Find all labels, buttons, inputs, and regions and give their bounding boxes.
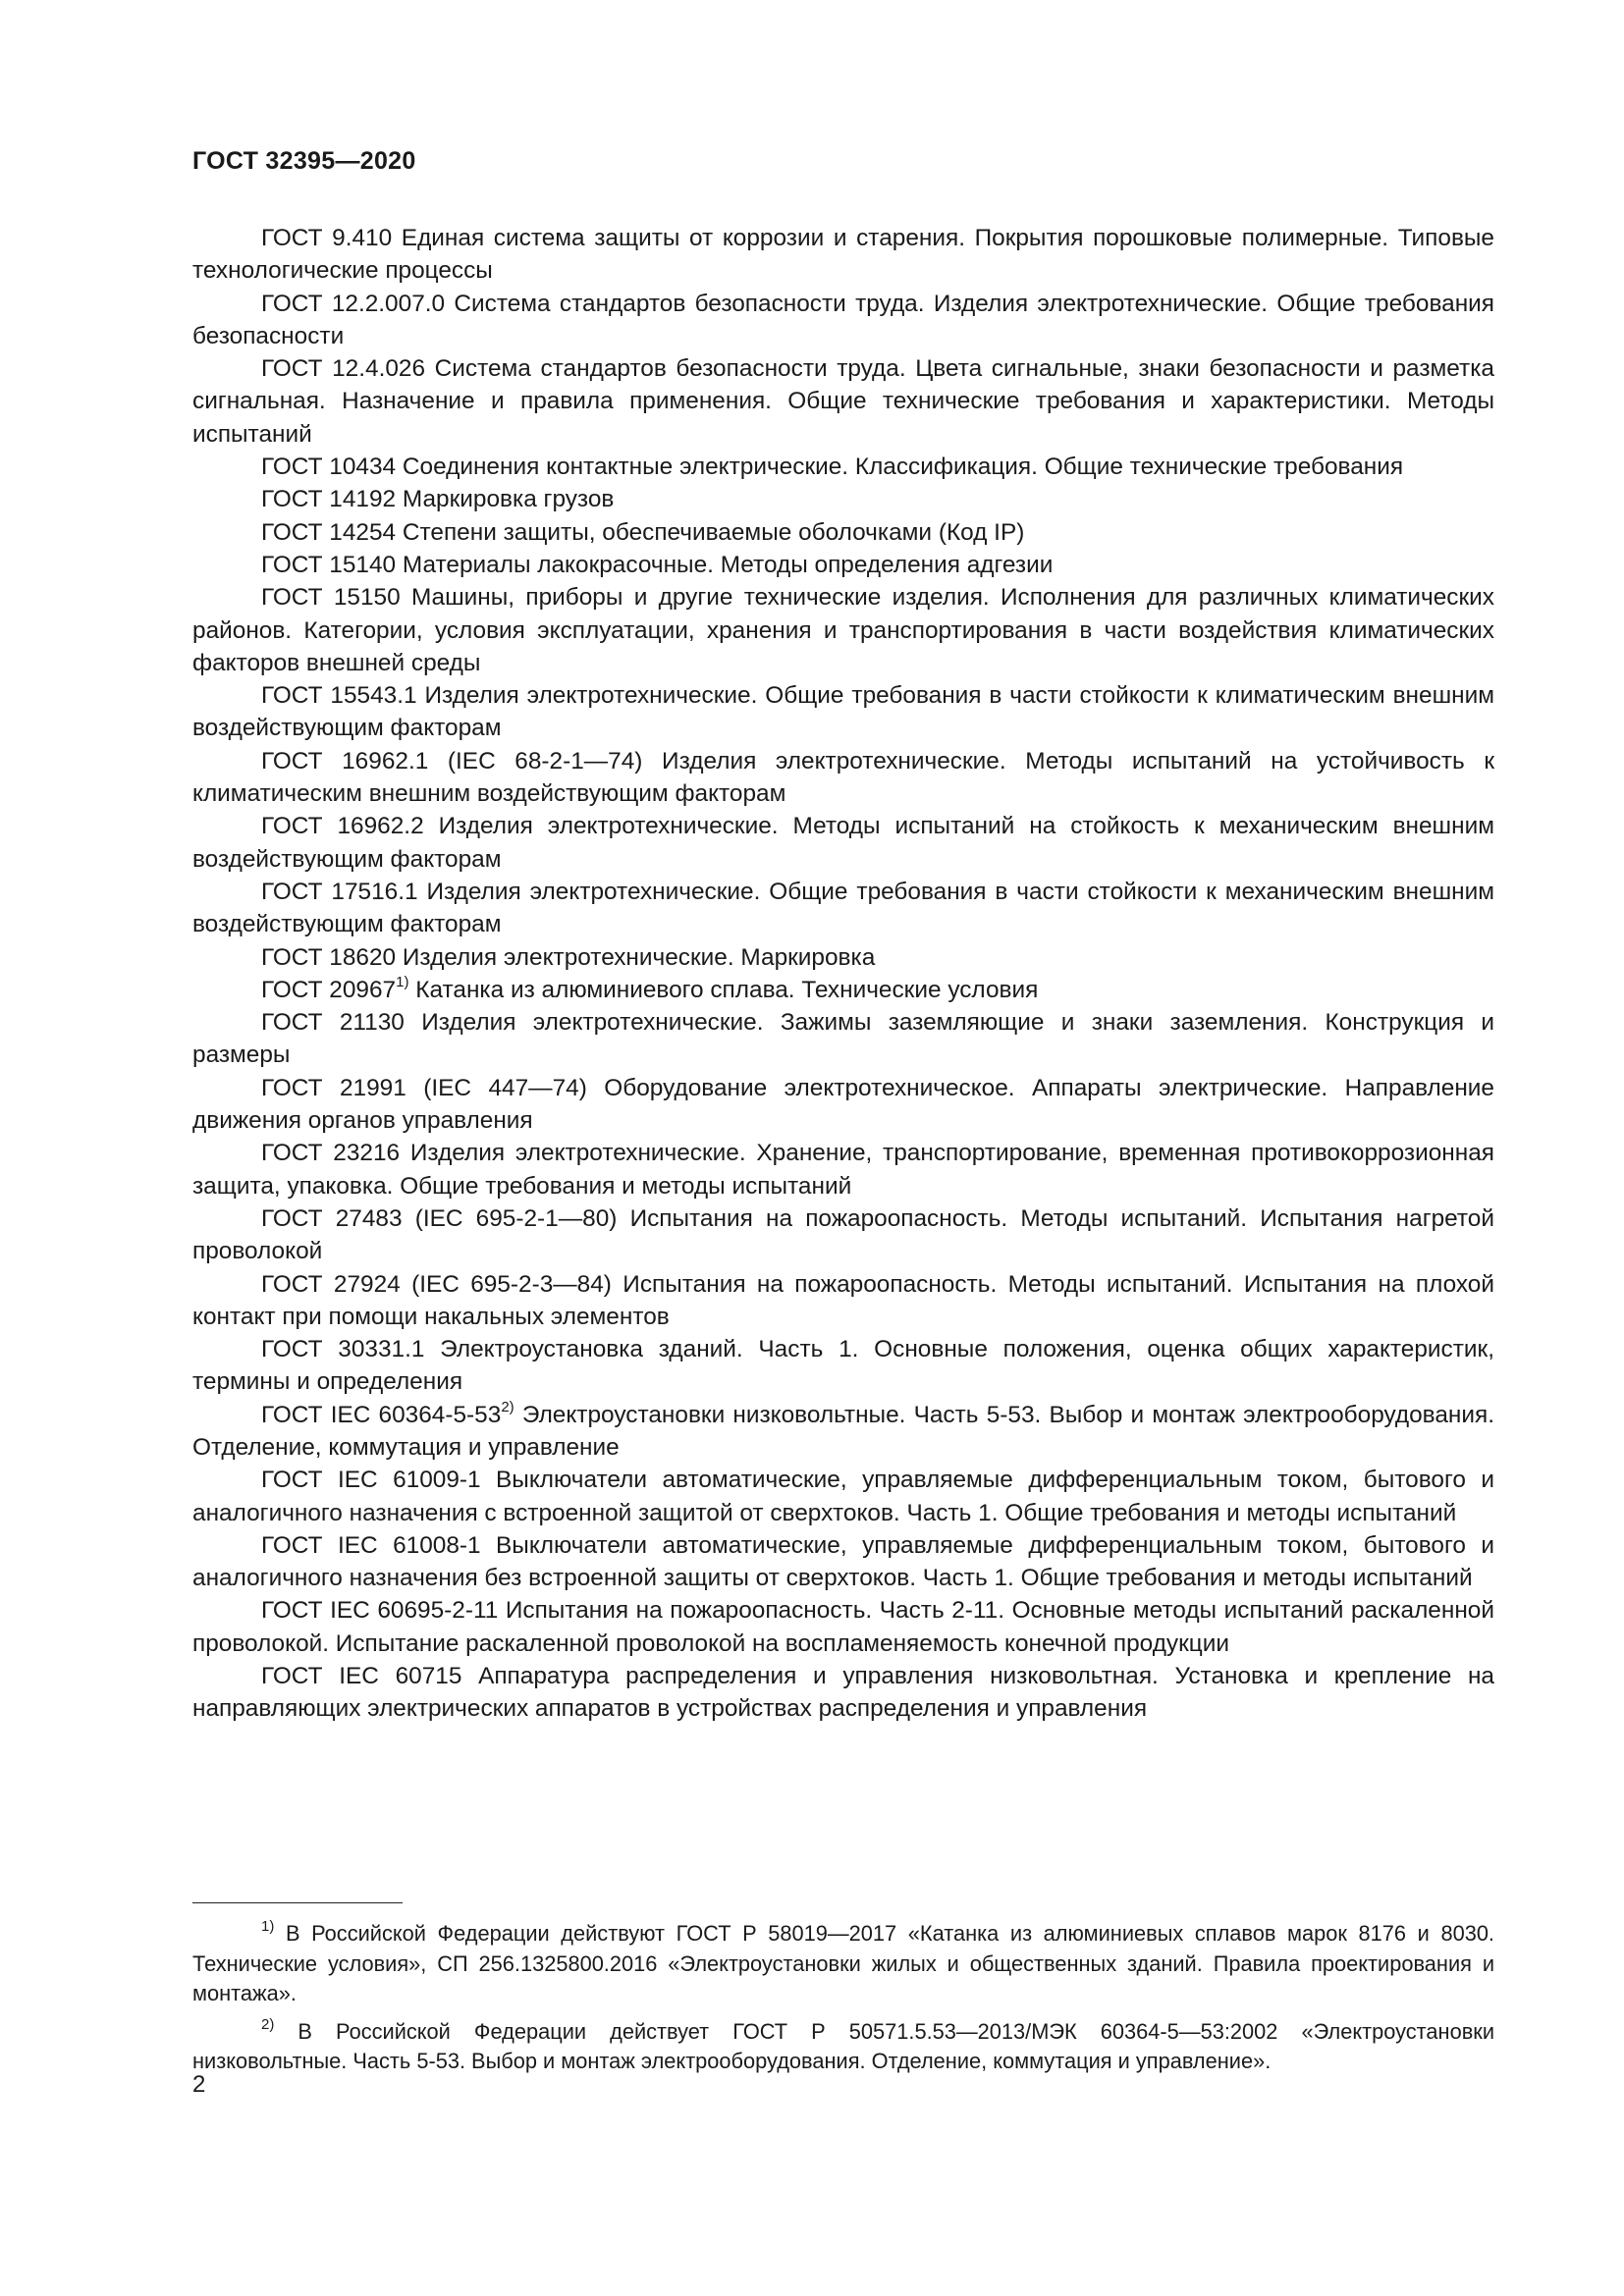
- reference-item: ГОСТ 27483 (IEC 695-2-1—80) Испытания на пожароопасность. Методы испытаний. Испытания нагретой проволокой: [192, 1204, 1494, 1265]
- reference-item: ГОСТ 14192 Маркировка грузов: [261, 486, 615, 513]
- reference-item: ГОСТ 17516.1 Изделия электротехнические. Общие требования в части стойкости к механическим внешним воздействующим факторам: [192, 878, 1494, 938]
- footnote-number: 1): [261, 1917, 275, 1935]
- reference-item: ГОСТ 20967$^{1)}$ Катанка из алюминиевого сплава. Технические условия: [261, 973, 1039, 1003]
- footnote-item: $^{2)}$ В Российской Федерации действует ГОСТ Р 50571.5.53—2013/МЭК 60364-5—53:2002 «Электроустановки низковольтные. Часть 5-53. Выбор и монтаж электрооборудования. Отделение, коммутация и управление».: [192, 2015, 1494, 2074]
- reference-item: ГОСТ 12.2.007.0 Система стандартов безопасности труда. Изделия электротехнические. Общие требования безопасности: [192, 290, 1494, 349]
- reference-item: ГОСТ 21130 Изделия электротехнические. Зажимы заземляющие и знаки заземления. Конструкция и размеры: [192, 1009, 1494, 1069]
- reference-item: ГОСТ IEC 61008-1 Выключатели автоматические, управляемые дифференциальным током, бытового и аналогичного назначения без встроенной защиты от сверхтоков. Часть 1. Общие требования и методы испытаний: [192, 1531, 1494, 1592]
- document-header: ГОСТ 32395—2020: [192, 147, 416, 175]
- reference-item: ГОСТ 23216 Изделия электротехнические. Хранение, транспортирование, временная противокоррозионная защита, упаковка. Общие требования и методы испытаний: [192, 1140, 1494, 1200]
- reference-item: ГОСТ 15140 Материалы лакокрасочные. Методы определения адгезии: [261, 551, 1054, 578]
- reference-item: ГОСТ 10434 Соединения контактные электрические. Классификация. Общие технические требования: [261, 454, 1404, 481]
- reference-item: ГОСТ 15150 Машины, приборы и другие технические изделия. Исполнения для различных климатических районов. Категории, условия эксплуатации, хранения и транспортирования в части воздействия климатических факторов внешней среды: [192, 584, 1494, 676]
- reference-item: ГОСТ IEC 60695-2-11 Испытания на пожароопасность. Часть 2-11. Основные методы испытаний раскаленной проволокой. Испытание раскаленной проволокой на воспламеняемость конечной продукции: [192, 1597, 1494, 1657]
- reference-item: ГОСТ 30331.1 Электроустановка зданий. Часть 1. Основные положения, оценка общих характеристик, термины и определения: [192, 1336, 1494, 1396]
- footnote-number: 2): [261, 2015, 275, 2033]
- footnotes: [192, 1919, 1494, 2085]
- normative-references-list: [192, 222, 1494, 1726]
- footnote-marker: 2): [501, 1398, 514, 1415]
- footnote-separator: [192, 1902, 403, 1903]
- footnote-marker: 1): [396, 973, 409, 990]
- reference-item: ГОСТ IEC 60715 Аппаратура распределения и управления низковольтная. Установка и крепление на направляющих электрических аппаратов в устройствах распределения и управления: [192, 1663, 1494, 1723]
- footnote-item: $^{1)}$ В Российской Федерации действуют ГОСТ Р 58019—2017 «Катанка из алюминиевых сплавов марок 8176 и 8030. Технические условия», СП 256.1325800.2016 «Электроустановки жилых и общественных зданий. Правила проектирования и монтажа».: [192, 1917, 1494, 2006]
- reference-item: ГОСТ IEC 61009-1 Выключатели автоматические, управляемые дифференциальным током, бытового и аналогичного назначения с встроенной защитой от сверхтоков. Часть 1. Общие требования и методы испытаний: [192, 1467, 1494, 1526]
- reference-item: ГОСТ 9.410 Единая система защиты от коррозии и старения. Покрытия порошковые полимерные. Типовые технологические процессы: [192, 225, 1494, 285]
- reference-item: ГОСТ 16962.2 Изделия электротехнические. Методы испытаний на стойкость к механическим внешним воздействующим факторам: [192, 813, 1494, 873]
- reference-item: ГОСТ 27924 (IEC 695-2-3—84) Испытания на пожароопасность. Методы испытаний. Испытания на плохой контакт при помощи накальных элементов: [192, 1270, 1494, 1330]
- reference-item: ГОСТ 14254 Степени защиты, обеспечиваемые оболочками (Код IP): [261, 518, 1025, 546]
- reference-item: ГОСТ 15543.1 Изделия электротехнические. Общие требования в части стойкости к климатическим внешним воздействующим факторам: [192, 682, 1494, 742]
- reference-item: ГОСТ 21991 (IEC 447—74) Оборудование электротехническое. Аппараты электрические. Направление движения органов управления: [192, 1074, 1494, 1135]
- reference-item: ГОСТ 16962.1 (IEC 68-2-1—74) Изделия электротехнические. Методы испытаний на устойчивость к климатическим внешним воздействующим факторам: [192, 747, 1494, 808]
- reference-item: ГОСТ 12.4.026 Система стандартов безопасности труда. Цвета сигнальные, знаки безопасности и разметка сигнальная. Назначение и правила применения. Общие технические требования и характеристики. Методы испытаний: [192, 355, 1494, 448]
- reference-item: ГОСТ 18620 Изделия электротехнические. Маркировка: [261, 943, 876, 971]
- reference-item: ГОСТ IEC 60364-5-53$^{2)}$ Электроустановки низковольтные. Часть 5-53. Выбор и монтаж электрооборудования. Отделение, коммутация и управление: [192, 1398, 1494, 1461]
- page-number: 2: [192, 2071, 206, 2098]
